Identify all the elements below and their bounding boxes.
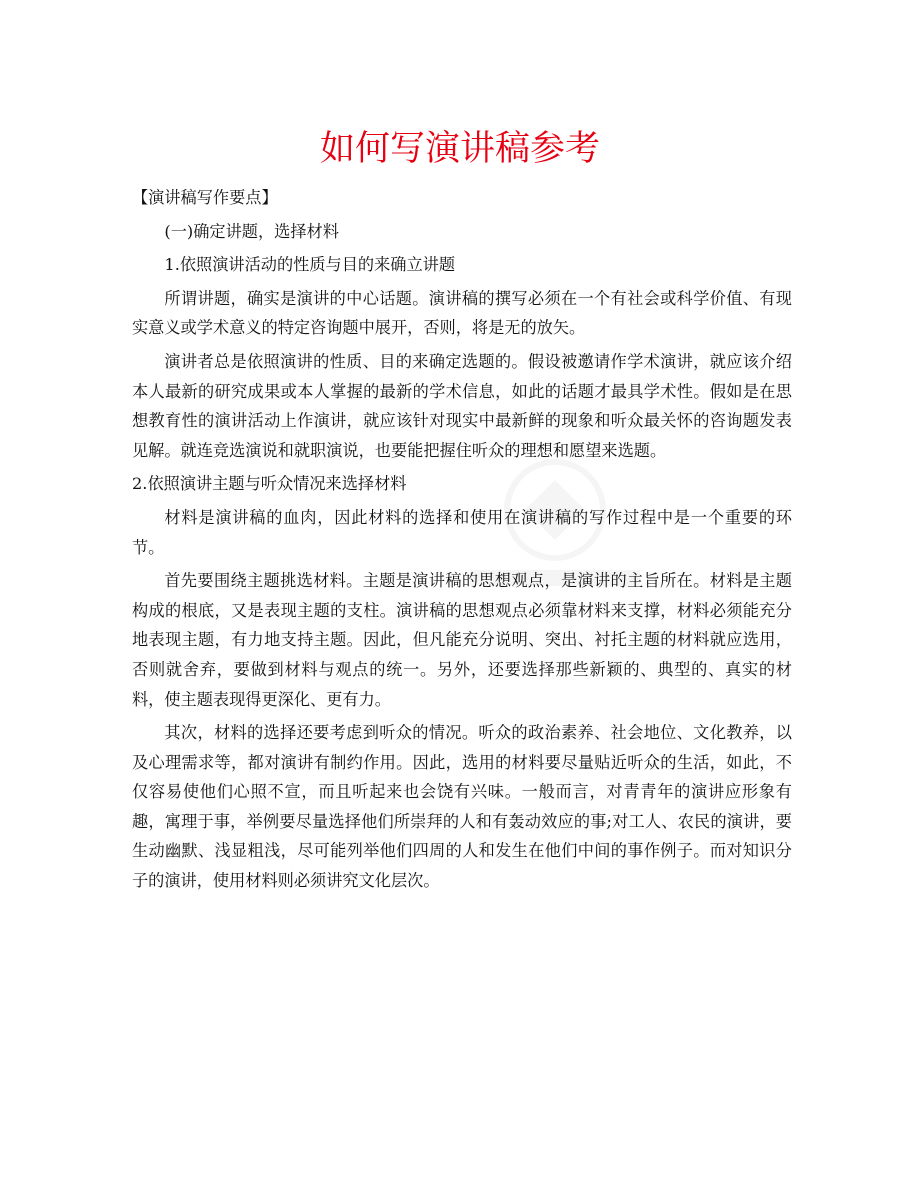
body-paragraph: 演讲者总是依照演讲的性质、目的来确定选题的。假设被邀请作学术演讲，就应该介绍本人最新的研究成果或本人掌握的最新的学术信息，如此的话题才最具学术性。假如是在思想教育性的演讲活动上作演讲，就应该针对现实中最新鲜的现象和听众最关怀的咨询题发表见解。就连竞选演说和就职演说，也要能把握住听众的理想和愿望来选题。: [132, 351, 792, 460]
body-paragraph: 材料是演讲稿的血肉，因此材料的选择和使用在演讲稿的写作过程中是一个重要的环节。: [132, 507, 792, 557]
item-heading: 1.依照演讲活动的性质与目的来确立讲题: [164, 255, 456, 275]
section-heading: 【演讲稿写作要点】: [132, 188, 278, 207]
subsection-heading: (一)确定讲题，选择材料: [164, 221, 339, 241]
document-body: [132, 183, 792, 896]
item-heading: 2.依照演讲主题与听众情况来选择材料: [132, 474, 407, 494]
body-paragraph: 首先要围绕主题挑选材料。主题是演讲稿的思想观点，是演讲的主旨所在。材料是主题构成的根底，又是表现主题的支柱。演讲稿的思想观点必须靠材料来支撑，材料必须能充分地表现主题，有力地支持主题。因此，但凡能充分说明、突出、衬托主题的材料就应选用，否则就舍弃，要做到材料与观点的统一。另外，还要选择那些新颖的、典型的、真实的材料，使主题表现得更深化、更有力。: [132, 571, 792, 709]
body-paragraph: 其次，材料的选择还要考虑到听众的情况。听众的政治素养、社会地位、文化教养，以及心理需求等，都对演讲有制约作用。因此，选用的材料要尽量贴近听众的生活，如此，不仅容易使他们心照不宣，而且听起来也会饶有兴味。一般而言，对青青年的演讲应形象有趣，寓理于事，举例要尽量选择他们所崇拜的人和有轰动效应的事;对工人、农民的演讲，要生动幽默、浅显粗浅，尽可能列举他们四周的人和发生在他们中间的事作例子。而对知识分子的演讲，使用材料则必须讲究文化层次。: [132, 723, 792, 891]
document-title: 如何写演讲稿参考: [319, 129, 600, 169]
body-paragraph: 所谓讲题，确实是演讲的中心话题。演讲稿的撰写必须在一个有社会或科学价值、有现实意义或学术意义的特定咨询题中展开，否则，将是无的放矢。: [132, 288, 792, 338]
